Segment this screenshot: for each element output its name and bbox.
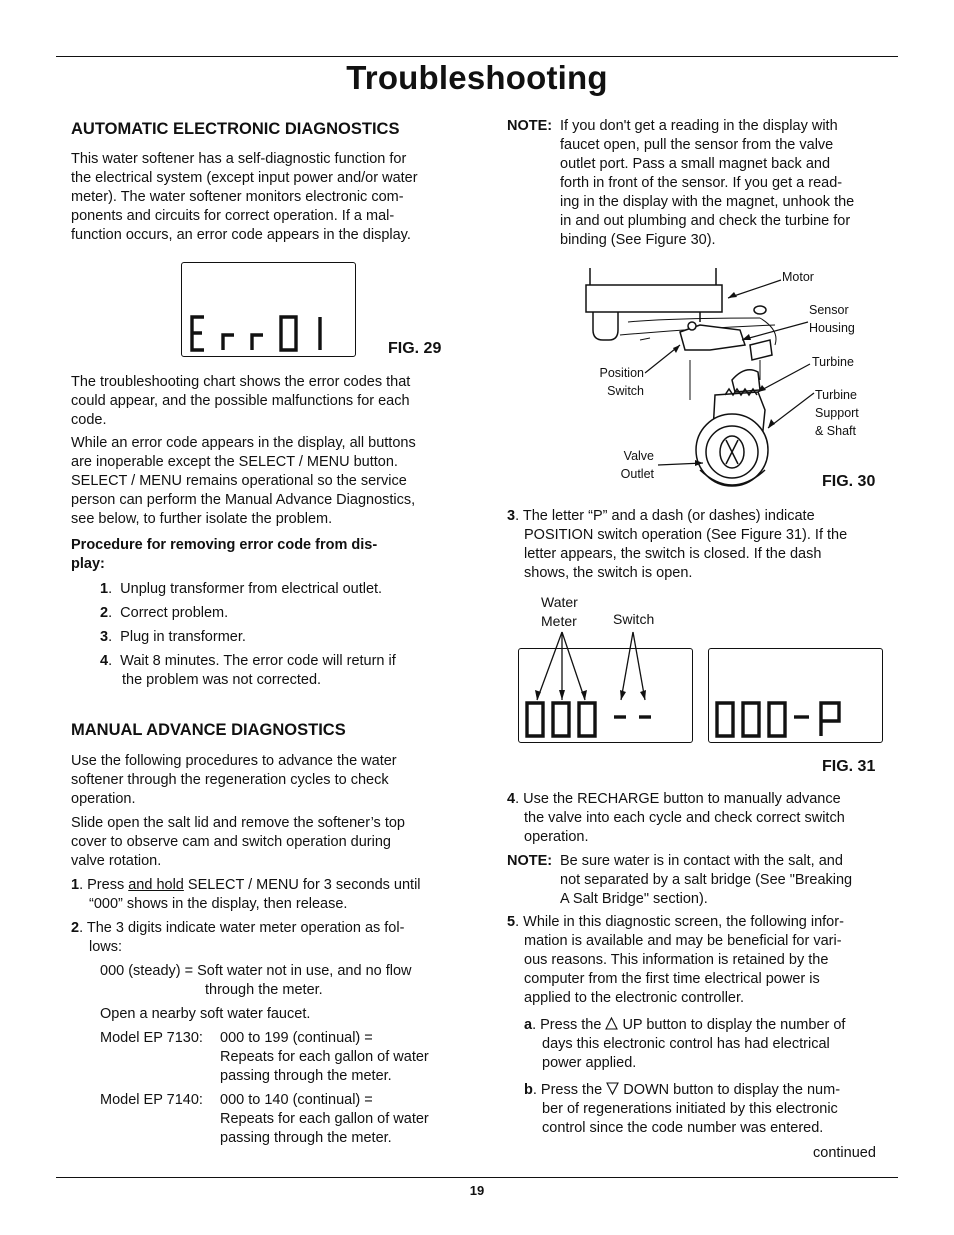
fig30-turbine-label: Turbine [812,355,854,369]
page-title: Troubleshooting [346,59,608,96]
step-5: 5. While in this diagnostic screen, the following infor- mation is available and may be beneficial for vari- ous reasons. This information is retained by the computer from the first time electrical power is applied to the electronic controller. [507,914,844,1006]
continued-text: continued [813,1145,876,1161]
manual-paragraph: Use the following procedures to advance the water softener through the regeneration cycles to check operation. [71,753,397,807]
bottom-rule [56,1177,898,1178]
list-item: 1. Unplug transformer from electrical outlet. [100,581,383,597]
list-item: 3. Plug in transformer. [100,629,246,645]
fig30-position-switch-label: Position Switch [599,366,644,398]
up-triangle-icon [605,1017,618,1030]
slide-paragraph: Slide open the salt lid and remove the softener’s top cover to observe cam and switch operation during valve rotation. [71,815,405,869]
page-number: 19 [469,1183,485,1198]
step-5a: a. Press the UP button to display the number of days this electronic control has had electrical power applied. [524,1017,846,1071]
step-3: 3. The letter “P” and a dash (or dashes) indicate POSITION switch operation (See Figure 31). If the letter appears, the switch is closed. If the dash shows, the switch is open. [507,508,848,581]
list-item: 2. Correct problem. [100,605,229,621]
fig31-switch-label: Switch [613,611,655,627]
manual-step-2: 2. The 3 digits indicate water meter operation as fol- lows: [71,920,405,955]
manual-diagnostics-heading: MANUAL ADVANCE DIAGNOSTICS [71,721,346,739]
step-5b: b. Press the DOWN button to display the num- ber of regenerations initiated by this electronic control since the code number was entered. [524,1082,841,1136]
fig30-sensor-housing-label: Sensor Housing [809,303,855,335]
fig30-label: FIG. 30 [822,473,876,490]
chart-paragraph: The troubleshooting chart shows the error codes that could appear, and the possible malfunctions for each code. [71,374,411,428]
procedure-heading: Procedure for removing error code from dis- play: [71,537,378,572]
list-item: 4. Wait 8 minutes. The error code will return if the problem was not corrected. [100,653,396,688]
fig31-water-meter-label: Water Meter [541,594,578,629]
buttons-paragraph: While an error code appears in the display, all buttons are inoperable except the SELECT / MENU button. SELECT / MENU remains operational so the service person can perform the Manual Advance Diagnostics, see below, to further isolate the problem. [71,435,416,527]
open-faucet-text: Open a nearby soft water faucet. [100,1006,311,1022]
fig29-label: FIG. 29 [388,340,442,357]
step-4: 4. Use the RECHARGE button to manually advance the valve into each cycle and check correct switch operation. [507,791,845,845]
fig30-valve-outlet-label: Valve Outlet [620,449,654,481]
manual-step-1: 1. Press and hold SELECT / MENU for 3 seconds until “000” shows in the display, then release. [71,877,421,912]
auto-diagnostics-heading: AUTOMATIC ELECTRONIC DIAGNOSTICS [71,120,400,138]
fig30-turbine-support-label: Turbine Support & Shaft [815,388,859,438]
auto-diagnostics-paragraph: This water softener has a self-diagnostic function for the electrical system (except input power and/or water meter). The water softener monitors electronic com- ponents and circuits for correct operation. If a mal- function occurs, an error code appears in the display. [71,151,418,243]
down-triangle-icon [606,1082,619,1095]
fig30-motor-label: Motor [782,270,814,284]
fig31-label: FIG. 31 [822,758,876,775]
steady-description: 000 (steady) = Soft water not in use, and no flow through the meter. [100,963,412,998]
